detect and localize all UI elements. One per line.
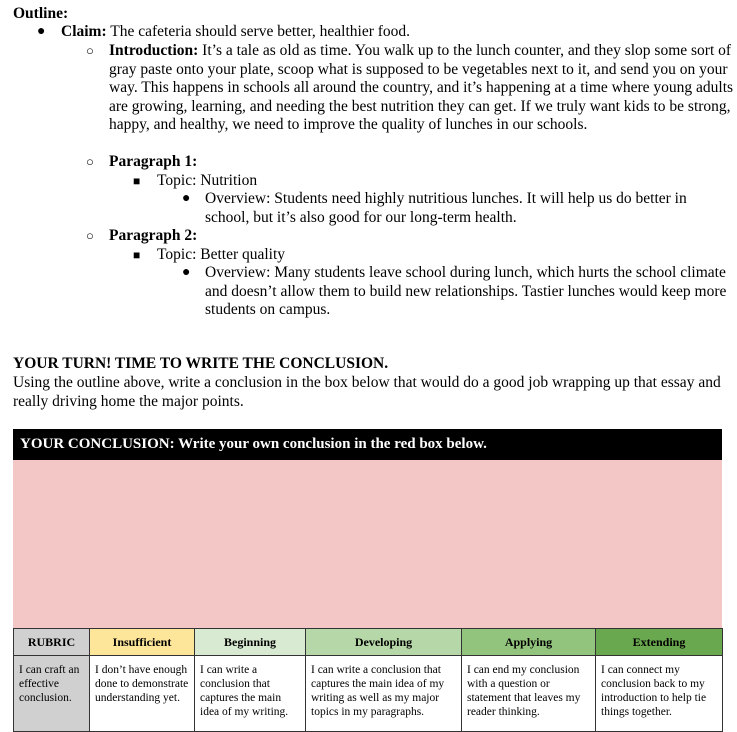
- circle-bullet-icon: ○: [86, 154, 94, 169]
- introduction-label: Introduction:: [109, 42, 199, 59]
- rubric-criteria-row: [14, 656, 723, 732]
- paragraph-1-label: Paragraph 1:: [109, 153, 198, 170]
- rubric-header-insufficient: Insufficient: [90, 629, 195, 656]
- your-turn-instructions: Using the outline above, write a conclusion in the box below that would do a good job wrapping up that essay and really driving home the major points.: [13, 374, 721, 410]
- rubric-header-developing: Developing: [306, 629, 462, 656]
- introduction-text: It’s a tale as old as time. You walk up to the lunch counter, and they slop some sort of gray paste onto your plate, scoop what is supposed to be vegetables next to it, and send you on your way. This happens in schools all around the country, and it’s happening at a time where young adults are growing, learning, and needing the best nutrition they can get. If we truly want kids to be strong, happy, and healthy, we need to improve the quality of lunches in our schools.: [109, 42, 734, 133]
- circle-bullet-icon: ○: [86, 43, 94, 58]
- claim-text: The cafeteria should serve better, healthier food.: [110, 23, 411, 40]
- claim-label: Claim:: [61, 23, 107, 40]
- square-bullet-icon: ■: [133, 174, 141, 188]
- rubric-cell-applying: I can end my conclusion with a question or statement that leaves my reader thinking.: [462, 656, 596, 732]
- rubric-cell-extending: I can connect my conclusion back to my introduction to help tie things together.: [596, 656, 723, 732]
- rubric-header-applying: Applying: [462, 629, 596, 656]
- rubric-cell-developing: I can write a conclusion that captures the main idea of my writing as well as my major topics in my paragraphs.: [306, 656, 462, 732]
- paragraph-2-label: Paragraph 2:: [109, 227, 198, 244]
- rubric-header-rubric: RUBRIC: [14, 629, 90, 656]
- bullet-icon: ●: [182, 191, 191, 206]
- your-turn-heading: YOUR TURN! TIME TO WRITE THE CONCLUSION.: [13, 355, 389, 372]
- rubric-header-row: [14, 629, 723, 656]
- conclusion-header: YOUR CONCLUSION: Write your own conclusion in the red box below.: [13, 429, 722, 460]
- bullet-icon: ●: [182, 265, 191, 280]
- rubric-cell-criterion: I can craft an effective conclusion.: [14, 656, 90, 732]
- bullet-icon: ●: [37, 24, 46, 39]
- rubric-table: [13, 628, 723, 732]
- rubric-cell-beginning: I can write a conclusion that captures the main idea of my writing.: [195, 656, 306, 732]
- circle-bullet-icon: ○: [86, 228, 94, 243]
- square-bullet-icon: ■: [133, 248, 141, 262]
- rubric-header-extending: Extending: [596, 629, 723, 656]
- conclusion-section: [13, 429, 722, 718]
- conclusion-input-box[interactable]: [13, 460, 722, 628]
- outline-title: Outline:: [13, 5, 69, 22]
- rubric-header-beginning: Beginning: [195, 629, 306, 656]
- rubric-cell-insufficient: I don’t have enough done to demonstrate understanding yet.: [90, 656, 195, 732]
